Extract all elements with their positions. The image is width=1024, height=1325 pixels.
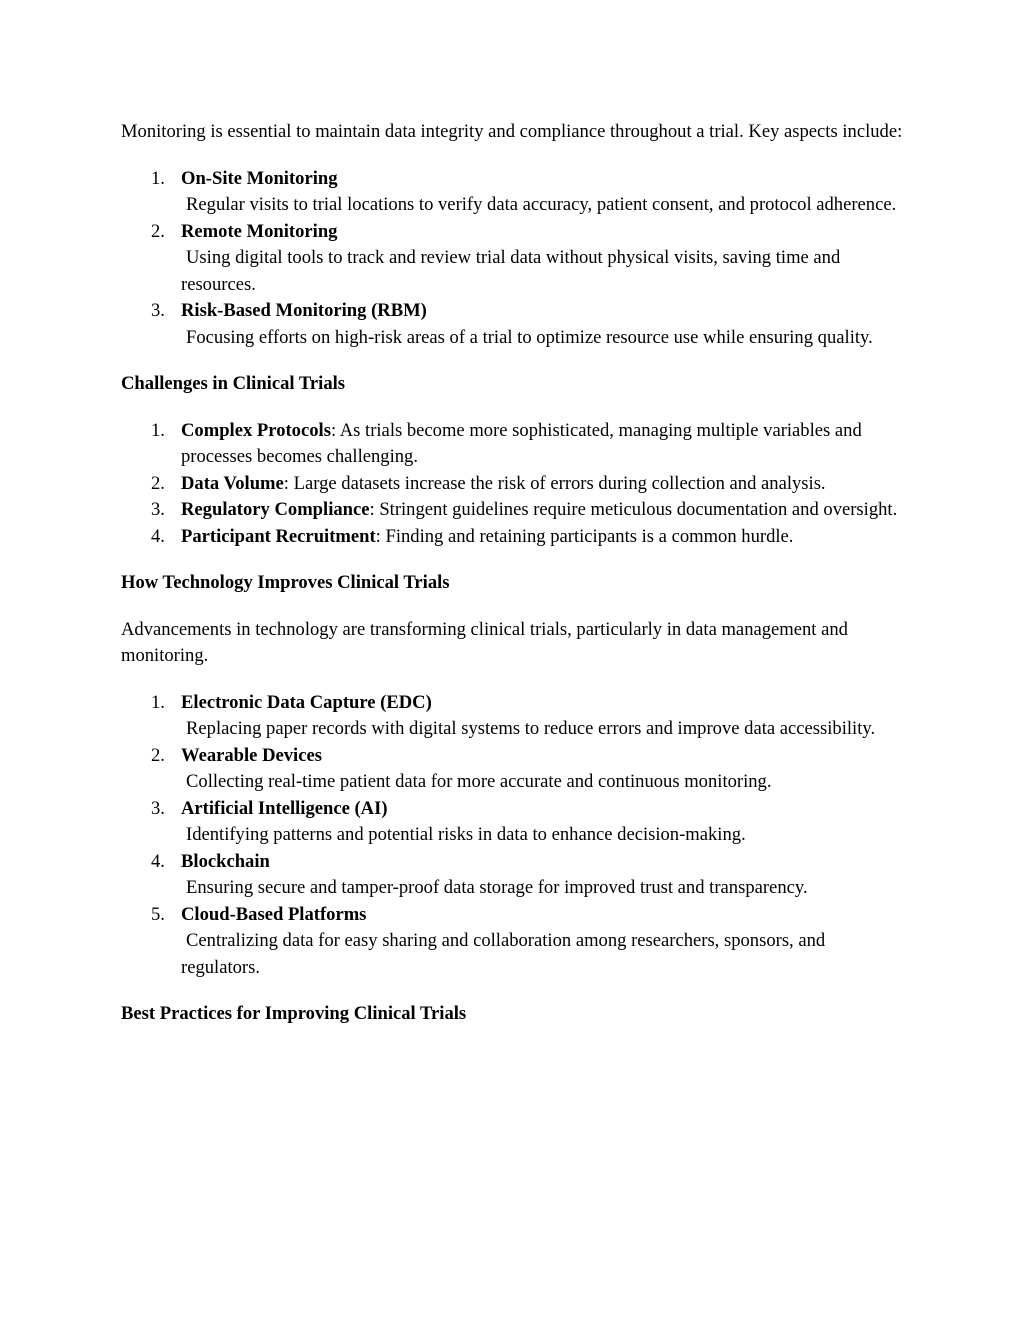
list-number: 2. bbox=[151, 220, 165, 242]
list-item bbox=[121, 471, 906, 498]
monitoring-list bbox=[121, 166, 906, 352]
item-title: Data Volume bbox=[181, 472, 284, 494]
list-item bbox=[121, 849, 906, 902]
item-title: Cloud-Based Platforms bbox=[181, 903, 367, 925]
list-number: 4. bbox=[151, 525, 165, 547]
list-number: 3. bbox=[151, 300, 165, 321]
list-item bbox=[121, 524, 906, 551]
technology-intro: Advancements in technology are transforming clinical trials, particularly in data management and monitoring. bbox=[121, 618, 848, 666]
list-number: 1. bbox=[151, 691, 165, 713]
document-page bbox=[121, 119, 906, 1048]
section-heading: Best Practices for Improving Clinical Trials bbox=[121, 1003, 467, 1024]
item-description: Centralizing data for easy sharing and collaboration among researchers, sponsors, and regulators. bbox=[181, 930, 826, 978]
item-title: Wearable Devices bbox=[181, 744, 322, 766]
list-number: 3. bbox=[151, 797, 165, 819]
item-description: Replacing paper records with digital systems to reduce errors and improve data accessibility. bbox=[186, 718, 876, 739]
list-item bbox=[121, 690, 906, 743]
list-number: 2. bbox=[151, 472, 165, 494]
list-number: 2. bbox=[151, 744, 165, 766]
item-description: Using digital tools to track and review trial data without physical visits, saving time and resources. bbox=[181, 247, 841, 295]
section-heading: How Technology Improves Clinical Trials bbox=[121, 572, 450, 593]
item-title: Blockchain bbox=[181, 850, 270, 872]
list-item bbox=[121, 902, 906, 982]
item-title: Participant Recruitment bbox=[181, 525, 376, 547]
list-item bbox=[121, 219, 906, 299]
list-item bbox=[121, 166, 906, 219]
item-title: Artificial Intelligence (AI) bbox=[181, 797, 388, 819]
item-description: Ensuring secure and tamper-proof data storage for improved trust and transparency. bbox=[186, 877, 808, 898]
item-text: : As trials become more sophisticated, managing multiple variables and processes becomes challenging. bbox=[181, 419, 862, 467]
list-number: 3. bbox=[151, 499, 165, 520]
list-item bbox=[121, 796, 906, 849]
item-text: : Stringent guidelines require meticulous documentation and oversight. bbox=[369, 499, 898, 520]
challenges-list bbox=[121, 418, 906, 551]
section-heading: Challenges in Clinical Trials bbox=[121, 373, 346, 394]
list-item bbox=[121, 418, 906, 471]
item-title: Risk-Based Monitoring (RBM) bbox=[181, 300, 427, 321]
list-number: 1. bbox=[151, 419, 165, 441]
item-text: : Large datasets increase the risk of errors during collection and analysis. bbox=[283, 472, 826, 494]
item-title: Complex Protocols bbox=[181, 419, 331, 441]
item-title: Remote Monitoring bbox=[181, 220, 338, 242]
technology-list bbox=[121, 690, 906, 982]
item-description: Identifying patterns and potential risks in data to enhance decision-making. bbox=[186, 824, 746, 845]
item-description: Focusing efforts on high-risk areas of a trial to optimize resource use while ensuring quality. bbox=[186, 326, 873, 348]
item-title: Regulatory Compliance bbox=[181, 499, 370, 520]
list-item bbox=[121, 743, 906, 796]
monitoring-intro: Monitoring is essential to maintain data integrity and compliance throughout a trial. Key aspects include: bbox=[121, 121, 903, 142]
list-number: 4. bbox=[151, 850, 165, 872]
item-description: Collecting real-time patient data for more accurate and continuous monitoring. bbox=[186, 771, 772, 792]
item-title: Electronic Data Capture (EDC) bbox=[181, 691, 432, 713]
item-text: : Finding and retaining participants is a common hurdle. bbox=[375, 525, 794, 547]
list-item bbox=[121, 497, 906, 524]
item-description: Regular visits to trial locations to verify data accuracy, patient consent, and protocol adherence. bbox=[186, 194, 897, 215]
item-title: On-Site Monitoring bbox=[181, 167, 338, 189]
list-number: 1. bbox=[151, 167, 165, 189]
list-item bbox=[121, 298, 906, 351]
list-number: 5. bbox=[151, 903, 165, 925]
